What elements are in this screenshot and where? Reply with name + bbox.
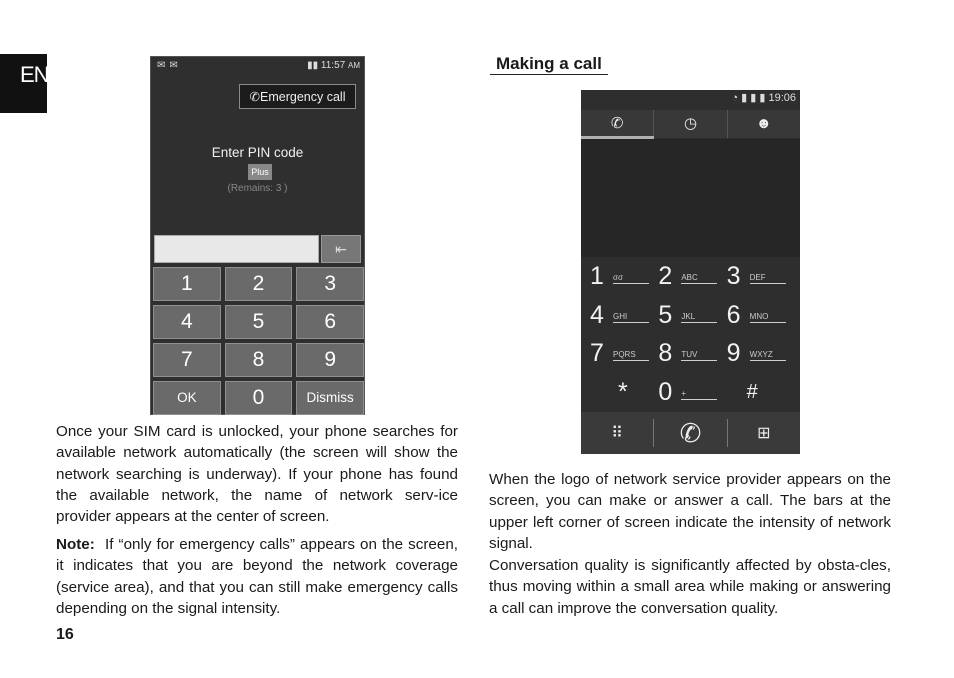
- key-4[interactable]: 4: [153, 305, 221, 339]
- dial-key-7[interactable]: 7 PQRS: [588, 335, 656, 374]
- status-bar: [151, 57, 364, 75]
- status-bar: ◔ ▮ ▮ ▮ 19:06: [731, 92, 796, 104]
- dial-key-hash[interactable]: #: [746, 380, 758, 403]
- dismiss-button[interactable]: Dismiss: [296, 381, 364, 415]
- key-9[interactable]: 9: [296, 343, 364, 377]
- dialer-screen-figure: [581, 90, 800, 454]
- dial-key-8[interactable]: 8 TUV: [656, 335, 724, 374]
- key-1[interactable]: 1: [153, 267, 221, 301]
- dial-key-2[interactable]: 2 ABC: [656, 258, 724, 297]
- section-heading: Making a call: [490, 54, 608, 75]
- clock-icon[interactable]: ◷: [654, 110, 727, 138]
- pin-prompt: Enter PIN code: [211, 145, 304, 160]
- page-number: 16: [56, 626, 74, 643]
- dialer-tabs: [581, 110, 800, 138]
- pin-input[interactable]: [154, 235, 319, 263]
- dial-key-4[interactable]: 4 GHI: [588, 297, 656, 336]
- key-7[interactable]: 7: [153, 343, 221, 377]
- key-0[interactable]: 0: [225, 381, 293, 415]
- ok-button[interactable]: OK: [153, 381, 221, 415]
- key-6[interactable]: 6: [296, 305, 364, 339]
- dial-pad: [588, 258, 793, 412]
- key-5[interactable]: 5: [225, 305, 293, 339]
- key-2[interactable]: 2: [225, 267, 293, 301]
- emergency-call-button[interactable]: ✆Emergency call: [239, 84, 356, 109]
- status-clock: ▮▮ 11:57 AM: [307, 60, 360, 71]
- right-paragraph-1: When the logo of network service provider appears on the screen, you can make or answer a call. The bars at the upper left corner of screen indicate the intensity of network signal.: [489, 471, 891, 552]
- add-contact-icon[interactable]: ⊞: [757, 425, 771, 442]
- operator-label: Plus: [248, 164, 272, 180]
- call-icon[interactable]: ✆: [653, 419, 727, 447]
- contact-icon[interactable]: ☻: [755, 115, 772, 132]
- dial-key-1[interactable]: 1 σσ: [588, 258, 656, 297]
- remaining-attempts: (Remains: 3 ): [227, 183, 288, 194]
- dial-key-9[interactable]: 9 WXYZ: [725, 335, 793, 374]
- pin-keypad: [153, 267, 364, 415]
- dial-key-star[interactable]: *: [618, 377, 628, 406]
- note-label: Note:: [56, 536, 95, 553]
- key-3[interactable]: 3: [296, 267, 364, 301]
- number-display: [581, 139, 800, 257]
- dialer-action-bar: [581, 412, 800, 454]
- language-tab: EN: [0, 54, 47, 113]
- pin-screen-figure: [150, 56, 365, 415]
- dial-key-3[interactable]: 3 DEF: [725, 258, 793, 297]
- left-paragraph: Once your SIM card is unlocked, your phone searches for available network automatically (the screen will show the network searching is underway). If your phone has found the available network, the name of network serv-ice provider appears at the center of screen.: [56, 423, 458, 526]
- dial-key-0[interactable]: 0 +: [656, 374, 724, 413]
- keypad-icon[interactable]: ⠿: [611, 425, 624, 442]
- note-paragraph: [56, 534, 458, 619]
- note-text: If “only for emergency calls” appears on the screen, it indicates that you are beyond the network coverage (service area), and that you can still make emergency calls depending on the signal intensity.: [56, 536, 458, 617]
- backspace-icon[interactable]: ⇤: [321, 235, 361, 263]
- notification-icons: ✉✉: [157, 60, 182, 71]
- right-paragraph-2: Conversation quality is significantly affected by obsta-cles, thus moving within a small area while making or answering a call can improve the conversation quality.: [489, 557, 891, 617]
- key-8[interactable]: 8: [225, 343, 293, 377]
- dial-key-6[interactable]: 6 MNO: [725, 297, 793, 336]
- phone-icon[interactable]: ✆: [581, 110, 654, 138]
- dial-key-5[interactable]: 5 JKL: [656, 297, 724, 336]
